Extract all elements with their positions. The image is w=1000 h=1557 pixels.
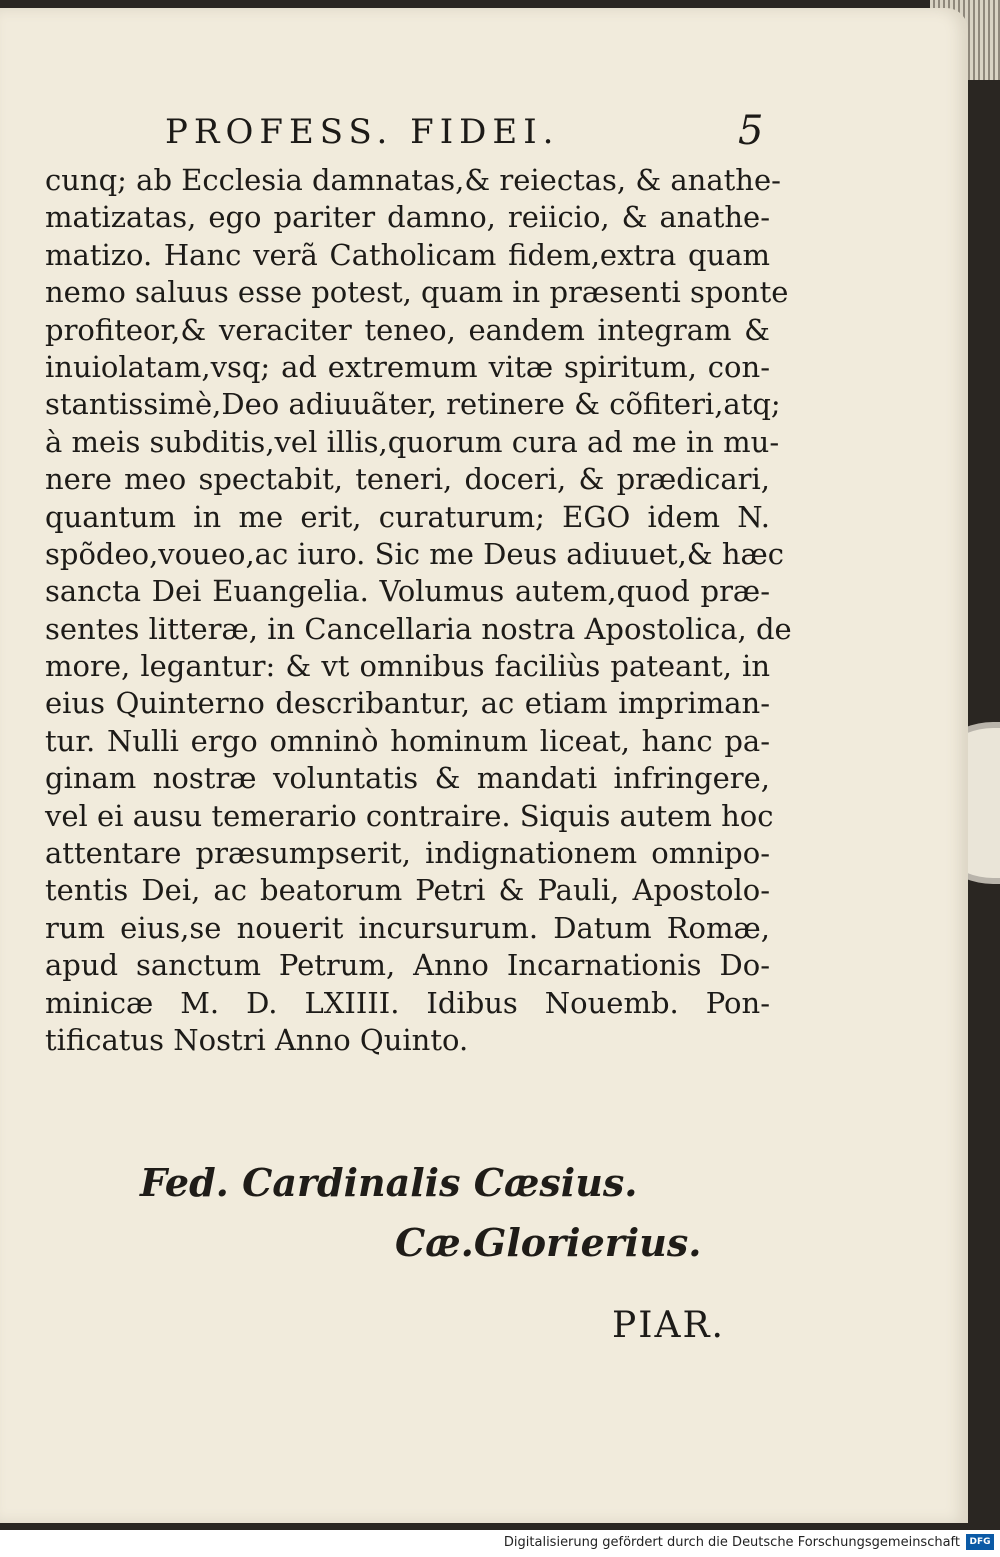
text-line: nere meo spectabit, teneri, doceri, & prædicari, [45, 462, 770, 497]
running-title: PROFESS. FIDEI. [165, 112, 560, 152]
text-line: minicæ M. D. LXIIII. Idibus Nouemb. Pon- [45, 985, 770, 1020]
text-line: nemo saluus esse potest, quam in præsenti sponte [45, 275, 789, 310]
signature-cardinal: Fed. Cardinalis Cæsius. [140, 1160, 638, 1205]
text-line: inuiolatam,vsq; ad extremum vitæ spiritum, con- [45, 349, 770, 384]
text-line: matizo. Hanc verã Catholicam fidem,extra quam [45, 237, 770, 272]
body-text [45, 162, 792, 1059]
catchword: PIAR. [612, 1305, 725, 1346]
text-line: matizatas, ego pariter damno, reiicio, & anathe- [45, 200, 770, 235]
text-line: stantissimè,Deo adiuuãter, retinere & cõfiteri,atq; [45, 387, 781, 422]
text-line: spõdeo,voueo,ac iuro. Sic me Deus adiuuet,& hæc [45, 536, 785, 571]
text-line: attentare præsumpserit, indignationem omnipo- [45, 836, 770, 871]
text-line: quantum in me erit, curaturum; EGO idem N. [45, 499, 770, 534]
text-line: tur. Nulli ergo omninò hominum liceat, hanc pa- [45, 723, 770, 758]
text-line: ginam nostræ voluntatis & mandati infringere, [45, 761, 770, 796]
page-number: 5 [738, 108, 764, 154]
text-line: eius Quinterno describantur, ac etiam impriman- [45, 686, 770, 721]
funding-credit: Digitalisierung gefördert durch die Deutsche Forschungsgemeinschaft [503, 1535, 960, 1550]
text-line: more, legantur: & vt omnibus faciliùs pateant, in [45, 649, 770, 684]
text-line: sancta Dei Euangelia. Volumus autem,quod præ- [45, 574, 770, 609]
text-line: cunq; ab Ecclesia damnatas,& reiectas, & anathe- [45, 163, 781, 197]
dfg-logo-icon: DFG [966, 1534, 994, 1550]
text-line: tentis Dei, ac beatorum Petri & Pauli, Apostolo- [45, 873, 770, 908]
text-line: rum eius,se nouerit incursurum. Datum Romæ, [45, 910, 770, 945]
text-line: à meis subditis,vel illis,quorum cura ad me in mu- [45, 424, 780, 459]
text-line: vel ei ausu temerario contraire. Siquis autem hoc [45, 798, 774, 833]
text-line: profiteor,& veraciter teneo, eandem integram & [45, 312, 770, 347]
text-line: sentes litteræ, in Cancellaria nostra Apostolica, de [45, 611, 792, 646]
text-line: tificatus Nostri Anno Quinto. [45, 1022, 469, 1057]
text-line: apud sanctum Petrum, Anno Incarnationis Do- [45, 948, 770, 983]
signature-secretary: Cæ.Glorierius. [395, 1220, 702, 1265]
